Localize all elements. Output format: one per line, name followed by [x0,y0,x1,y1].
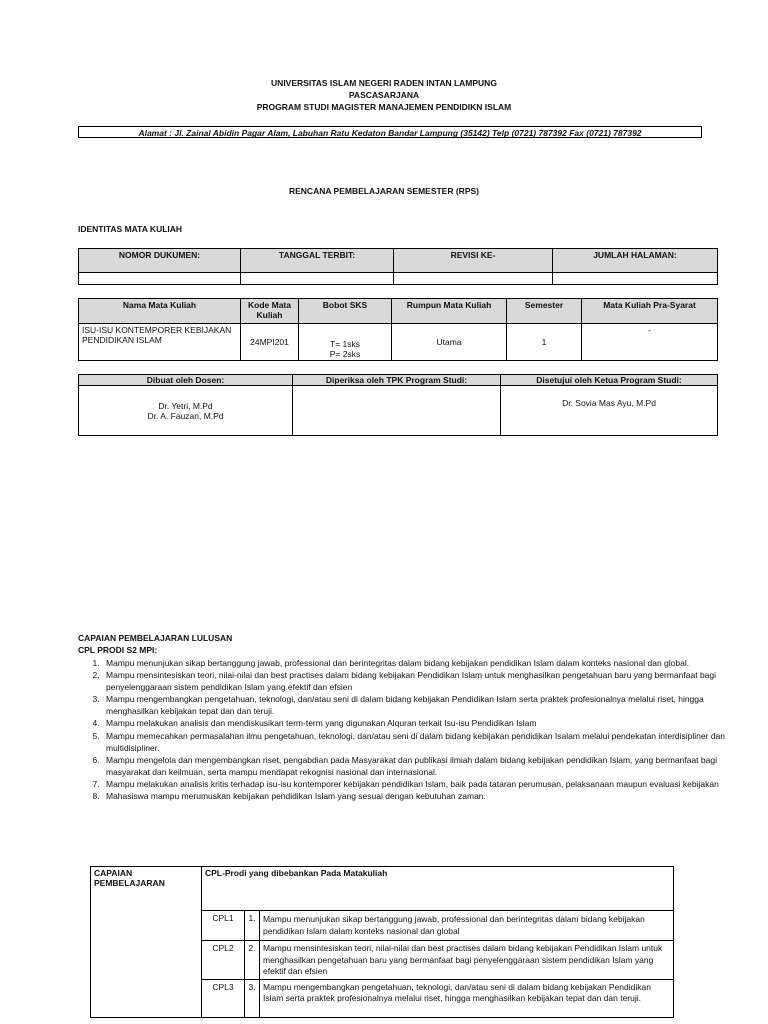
sks-p: P= 2sks [329,349,361,359]
doc-cell [394,273,553,285]
course-header-rumpun: Rumpun Mata Kuliah [392,299,507,324]
sks-t: T= 1sks [330,339,360,349]
signature-table [78,374,718,436]
sign-header-ketua: Disetujui oleh Ketua Program Studi: [501,375,718,386]
course-header-prasyarat: Mata Kuliah Pra-Syarat [582,299,718,324]
dosen-name-1: Dr. Yetri, M.Pd [158,400,213,411]
cp-text: Mampu mengembangkan pengetahuan, teknologi, dan/atau seni di dalam bidang kebijakan Pendidikan Islam serta praktek profesionalnya melalui riset, hingga menghasilkan kebijakan tepat dan dan teruji. [260,979,674,1017]
cpl-item: 6. Mampu mengelola dan mengembangkan riset, pengabdian pada Masyarakat dan publikasi ilmiah dalam bidang kebijakan pendidikan Islam, yang bermanfaat bagi masyarakat dan keilmuan, serta mampu mendapat rekognisi nasional dan internasional. [102,754,728,778]
doc-cell [553,273,718,285]
cpl-heading: CAPAIAN PEMBELAJARAN LULUSAN [78,633,233,643]
sign-header-tpk: Diperiksa oleh TPK Program Studi: [293,375,501,386]
course-code: 24MPI201 [241,324,299,361]
course-header-bobot: Bobot SKS [299,299,392,324]
doc-cell [241,273,394,285]
course-header-semester: Semester [507,299,582,324]
sign-dosen [79,386,293,436]
course-header-nama: Nama Mata Kuliah [79,299,241,324]
course-name: ISU-ISU KONTEMPORER KEBIJAKAN PENDIDIKAN ISLAM [79,324,241,361]
document-info-table [78,248,718,285]
doc-header-jumlah: JUMLAH HALAMAN: [553,249,718,273]
cpl-item: 7. Mampu melakukan analisis kritis terhadap isu-isu kontemporer kebijakan pendidikan Islam, baik pada tataran perumusan, pelaksanaan maupun evaluasi kebijakan [102,778,728,790]
sign-tpk [293,386,501,436]
capaian-label: CAPAIAN PEMBELAJARAN [91,867,202,1018]
cp-text: Mampu mensintesiskan teori, nilai-nilai dan best practises dalam bidang kebijakan Pendidikan Islam untuk menghasilkan pengetahuan baru yang bermanfaat bagi penyelenggaraan sistem pendidikan Islam yang efektif dan efsien [260,941,674,980]
cpl-item: 4. Mampu melakukan analisis dan mendiskusikan term-term yang digunakan Alquran terkait Isu-isu Pendidikan Islam [102,717,728,729]
cp-text: Mampu menunjukan sikap bertanggung jawab, professional dan berintegritas dalam bidang kebijakan pendidikan Islam dalam konteks nasional dan global [260,911,674,941]
doc-header-tanggal: TANGGAL TERBIT: [241,249,394,273]
cpl-item: 2. Mampu mensintesiskan teori, nilai-nilai dan best practises dalam bidang kebijakan Pendidikan Islam untuk menghasilkan pengetahuan baru yang bermanfaat bagi penyelenggaraan sistem pendidikan Islam yang efektif dan efsien [102,669,728,693]
sign-header-dosen: Dibuat oleh Dosen: [79,375,293,386]
doc-header-nomor: NOMOR DUKUMEN: [79,249,241,273]
cpl-item: 5. Mampu memecahkan permasalahan ilmu pengetahuan, teknologi, dan/atau seni di dalam bidang kebijakan pendidikan Isalam melalui pendekatan interdisipliner dan multidisipliner. [102,730,728,754]
cp-code: CPL2 [202,941,245,980]
cpl-item: 8. Mahasiswa mampu merumuskan kebijakan pendidikan Islam yang sesuai dengan kebutuhan zaman. [102,790,728,802]
capaian-table [90,866,674,1018]
university-name: UNIVERSITAS ISLAM NEGERI RADEN INTAN LAMPUNG [271,78,497,88]
document-title: RENCANA PEMBELAJARAN SEMESTER (RPS) [288,186,479,196]
doc-header-revisi: REVISI KE- [394,249,553,273]
cp-num: 1. [245,911,260,941]
cp-code: CPL1 [202,911,245,941]
cpl-subheading: CPL PRODI S2 MPI: [78,645,158,655]
cpl-list [78,657,728,802]
sign-ketua: Dr. Sovia Mas Ayu, M.Pd [501,386,718,436]
course-rumpun: Utama [392,324,507,361]
cp-num: 2. [245,941,260,980]
cp-num: 3. [245,979,260,1017]
program-name: PROGRAM STUDI MAGISTER MANAJEMEN PENDIDIKN ISLAM [256,102,512,112]
doc-cell [79,273,241,285]
course-sks [299,324,392,361]
cpl-prodi-label: CPL-Prodi yang dibebankan Pada Matakuliah [202,867,674,911]
faculty-name: PASCASARJANA [348,90,420,100]
cp-code: CPL3 [202,979,245,1017]
cpl-item: 3. Mampu mengembangkan pengetahuan, teknologi, dan/atau seni di dalam bidang kebijakan Pendidikan Islam serta praktek profesionalnya melalui riset, hingga menghasilkan kebijakan tepat dan dan teruji. [102,693,728,717]
cpl-item: 1. Mampu menunjukan sikap bertanggung jawab, professional dan berintegritas dalam bidang kebijakan pendidikan Islam dalam konteks nasional dan global. [102,657,728,669]
identitas-heading: IDENTITAS MATA KULIAH [78,224,183,234]
address-box: Alamat : Jl. Zainal Abidin Pagar Alam, Labuhan Ratu Kedaton Bandar Lampung (35142) Telp (0721) 787392 Fax (0721) 787392 [78,126,702,138]
course-header-kode: Kode Mata Kuliah [241,299,299,324]
course-semester: 1 [507,324,582,361]
dosen-name-2: Dr. A. Fauzan, M.Pd [147,410,224,421]
course-table [78,298,718,361]
course-prasyarat: - [582,324,718,361]
